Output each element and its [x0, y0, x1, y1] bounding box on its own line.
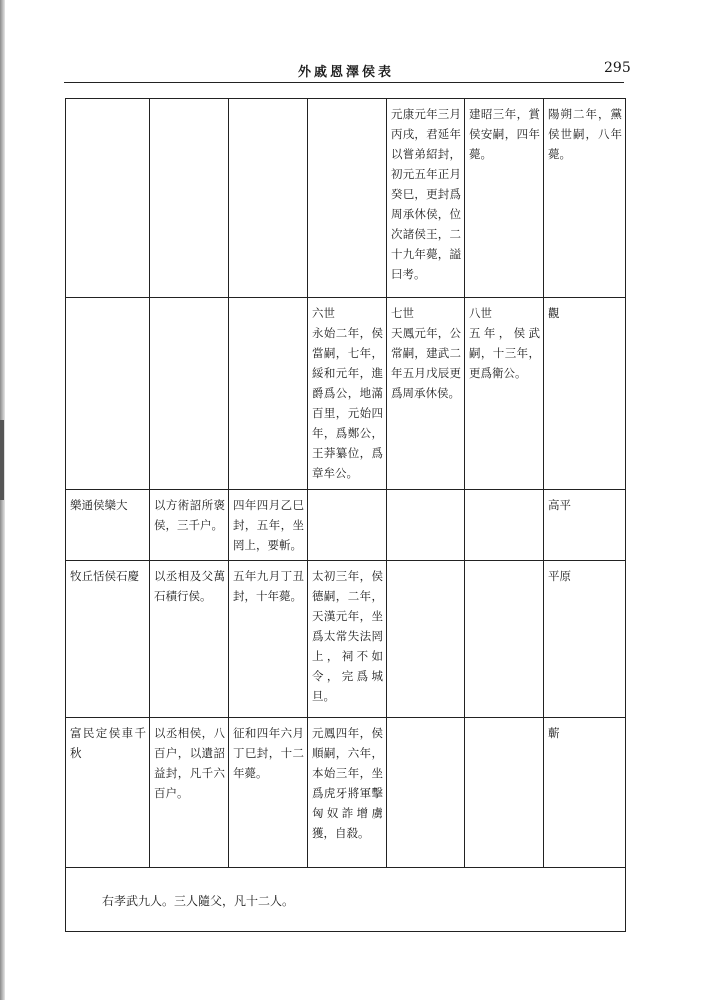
table-row: [66, 298, 626, 490]
table-cell: 四年四月乙巳封，五年，坐罔上，要斬。: [229, 490, 308, 561]
table-cell: 以丞相及父萬石積行侯。: [150, 561, 229, 718]
table-row: [66, 490, 626, 561]
header-rule: [64, 82, 624, 83]
table-cell: 觀: [544, 298, 626, 490]
table-cell: [465, 718, 544, 868]
table-cell: [387, 718, 465, 868]
table-footer-row: [66, 868, 626, 932]
page-number: 295: [604, 60, 631, 76]
table-cell: [229, 99, 308, 298]
table-cell: 建昭三年，賞侯安嗣，四年薨。: [465, 99, 544, 298]
table-cell: [465, 490, 544, 561]
table-row: [66, 99, 626, 298]
table-cell: [150, 99, 229, 298]
table-cell: 元康元年三月丙戌，君延年以嘗弟紹封，初元五年正月癸巳，更封爲周承休侯，位次諸侯王，二十九年薨，謚曰考。: [387, 99, 465, 298]
table-cell: 蘄: [544, 718, 626, 868]
table-cell: 征和四年六月丁巳封，十二年薨。: [229, 718, 308, 868]
table-cell: 以方術詔所褒侯，三千户。: [150, 490, 229, 561]
table-cell: [229, 298, 308, 490]
summary-note: 右孝武九人。三人隨父，凡十二人。: [66, 868, 626, 932]
table-cell: 以丞相侯，八百户，以遺詔益封，凡千六百户。: [150, 718, 229, 868]
table-cell: 富民定侯車千秋: [66, 718, 150, 868]
table-cell: 元鳳四年，侯順嗣，六年，本始三年，坐爲虎牙將軍擊匈奴詐增虜獲，自殺。: [308, 718, 387, 868]
table-cell: [308, 99, 387, 298]
table-cell: 太初三年，侯德嗣，二年，天漢元年，坐爲太常失法罔上，祠不如令，完爲城旦。: [308, 561, 387, 718]
table-cell: 牧丘恬侯石慶: [66, 561, 150, 718]
table-cell: 樂通侯欒大: [66, 490, 150, 561]
table-row: [66, 718, 626, 868]
table-cell: [387, 561, 465, 718]
table-cell: [308, 490, 387, 561]
table-cell: 平原: [544, 561, 626, 718]
binding-edge-shadow: [0, 0, 5, 1000]
binding-edge-mark: [0, 420, 4, 500]
table-cell: [150, 298, 229, 490]
marquis-table: [65, 98, 626, 932]
table-cell: 八世 五年，侯武嗣，十三年，更爲衛公。: [465, 298, 544, 490]
table-cell: [465, 561, 544, 718]
table-cell: 高平: [544, 490, 626, 561]
running-title: 外戚恩澤侯表: [298, 65, 395, 80]
table-cell: [66, 298, 150, 490]
table-cell: 七世 天鳳元年，公常嗣，建武二年五月戊辰更爲周承休侯。: [387, 298, 465, 490]
table-cell: [387, 490, 465, 561]
table-cell: 六世 永始二年，侯當嗣，七年，綏和元年，進爵爲公，地滿百里，元始四年，爲鄭公，王莽纂位，爲章牟公。: [308, 298, 387, 490]
table-cell: [66, 99, 150, 298]
table-row: [66, 561, 626, 718]
table-cell: 陽朔二年，黨侯世嗣，八年薨。: [544, 99, 626, 298]
table-cell: 五年九月丁丑封，十年薨。: [229, 561, 308, 718]
